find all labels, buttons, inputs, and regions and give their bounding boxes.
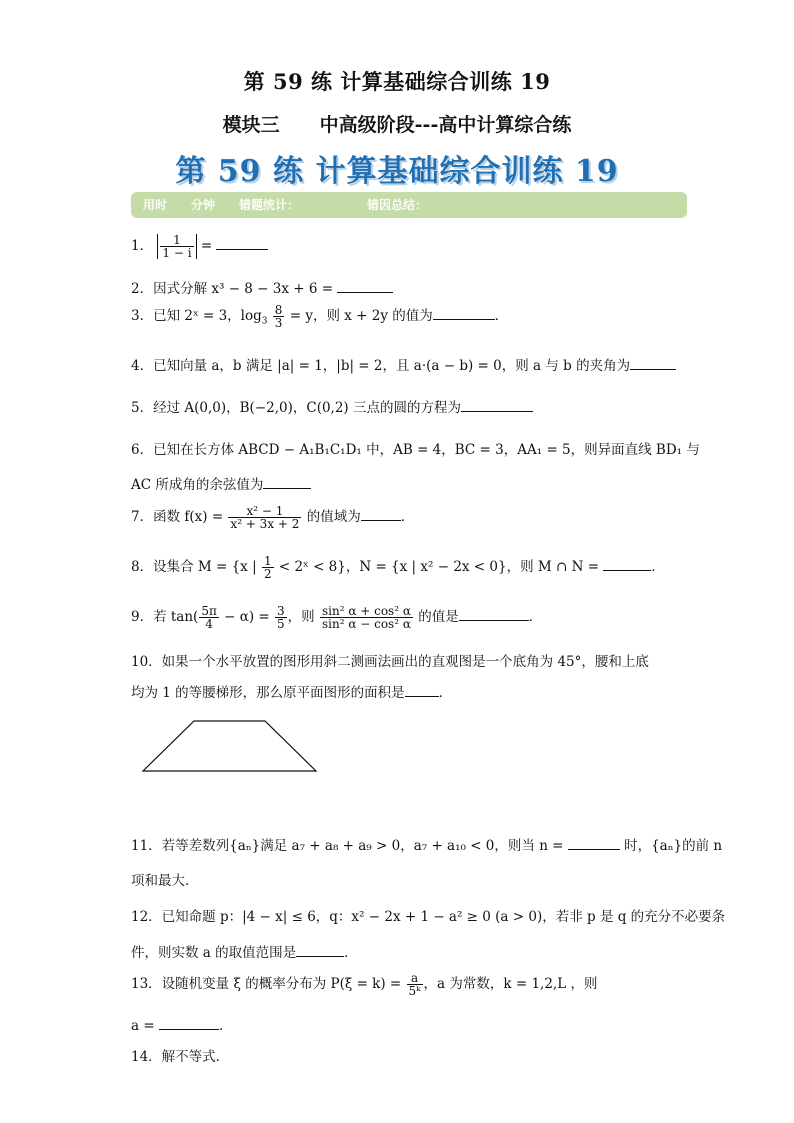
module-stage: 中高级阶段---高中计算综合练 <box>319 114 572 136</box>
answer-blank[interactable] <box>361 508 401 521</box>
question-9: 9．若 tan( $\frac{5\pi}{4}$ − α) = $\frac{3}{5}$ ，则 $\frac{\text{sin² α + cos² α}}{\text{sin² α − cos² α}}$ 的值是 ． <box>131 604 543 631</box>
stat-error-count-label: 错题统计： <box>239 198 300 212</box>
answer-blank[interactable] <box>263 476 311 489</box>
question-12: 12．已知命题 p：|4 − x| ≤ 6，q：x² − 2x + 1 − a² ≥ 0 (a > 0)，若非 p 是 q 的充分不必要条 <box>131 909 726 925</box>
fraction: $\frac{3}{5}$ <box>277 604 285 631</box>
answer-blank[interactable] <box>405 684 439 697</box>
module-heading <box>0 110 794 137</box>
question-10-continued: 均为 1 的等腰梯形，那么原平面图形的面积是 ． <box>131 685 453 701</box>
answer-blank[interactable] <box>216 237 268 250</box>
question-2: 2．因式分解 x³ − 8 − 3x + 6 = <box>131 277 393 297</box>
question-8: 8．设集合 M = {x | $\frac{1}{2}$ < 2ˣ < 8}，N = {x | x² − 2x < 0}，则 M ∩ N = ． <box>131 554 665 581</box>
question-5: 5．经过 A(0,0)，B(−2,0)，C(0,2) 三点的圆的方程为 <box>131 396 533 416</box>
page-title: 第 59 练 计算基础综合训练 19 <box>243 69 551 94</box>
question-3: 3．已知 2ˣ = 3，$\log_3$ $\frac{8}{3}$ = y，则 x + 2y 的值为 ． <box>131 303 509 330</box>
answer-blank[interactable] <box>159 1017 219 1030</box>
question-12-continued: 件，则实数 a 的取值范围是 ． <box>131 945 358 961</box>
question-14: 14．解不等式． <box>131 1049 230 1065</box>
question-11-continued: 项和最大． <box>131 873 199 889</box>
question-7: 7．函数 f(x) = $\frac{\text{x² − 1}}{\text{x² + 3x + 2}}$ 的值域为 ． <box>131 504 415 531</box>
trapezoid-diagram <box>140 718 320 778</box>
stats-bar <box>131 192 687 218</box>
fraction: $\frac{\text{x² − 1}}{\text{x² + 3x + 2}}$ <box>230 504 300 531</box>
question-1: 1． $\frac{1}{1 - i}$ = <box>131 234 268 259</box>
answer-blank[interactable] <box>603 558 651 571</box>
stat-minutes-label: 分钟 <box>191 198 216 212</box>
question-6-continued: AC 所成角的余弦值为 <box>131 473 311 493</box>
answer-blank[interactable] <box>296 944 344 957</box>
answer-blank[interactable] <box>459 608 529 621</box>
module-label: 模块三 <box>222 114 280 136</box>
trapezoid-shape <box>143 721 316 771</box>
fraction: $\frac{8}{3}$ <box>274 303 283 330</box>
question-13: 13．设随机变量 ξ 的概率分布为 P(ξ = k) = $\frac{a}{\text{5ᵏ}}$ ，a 为常数，k = 1,2,L ，则 <box>131 971 598 998</box>
fraction: $\frac{a}{\text{5ᵏ}}$ <box>408 971 421 998</box>
answer-blank[interactable] <box>630 357 676 370</box>
banner-title: 第 59 练 计算基础综合训练 19 <box>175 154 619 189</box>
question-4: 4．已知向量 a，b 满足 |a| = 1，|b| = 2，且 a·(a − b) = 0，则 a 与 b 的夹角为 <box>131 354 676 374</box>
answer-blank[interactable] <box>337 280 393 293</box>
stat-time-label: 用时 <box>143 198 168 212</box>
question-11: 11．若等差数列{aₙ}满足 a₇ + a₈ + a₉ > 0，a₇ + a₁₀ < 0，则当 n = 时，{aₙ}的前 n <box>131 838 723 854</box>
question-6: 6．已知在长方体 ABCD − A₁B₁C₁D₁ 中，AB = 4，BC = 3，AA₁ = 5，则异面直线 BD₁ 与 <box>131 442 700 458</box>
abs-value <box>157 234 196 259</box>
fraction: $\frac{1}{2}$ <box>263 554 272 581</box>
question-13-continued: a = ． <box>131 1018 233 1034</box>
stat-error-summary-label: 错因总结： <box>367 198 428 212</box>
answer-blank[interactable] <box>461 399 533 412</box>
answer-blank[interactable] <box>568 837 620 850</box>
answer-blank[interactable] <box>433 307 495 320</box>
question-10: 10．如果一个水平放置的图形用斜二测画法画出的直观图是一个底角为 45°，腰和上底 <box>131 654 649 670</box>
fraction: $\frac{1}{1 - i}$ <box>162 233 192 260</box>
fraction: $\frac{5\pi}{4}$ <box>201 604 217 631</box>
fraction: $\frac{\text{sin² α + cos² α}}{\text{sin² α − cos² α}}$ <box>321 604 411 631</box>
